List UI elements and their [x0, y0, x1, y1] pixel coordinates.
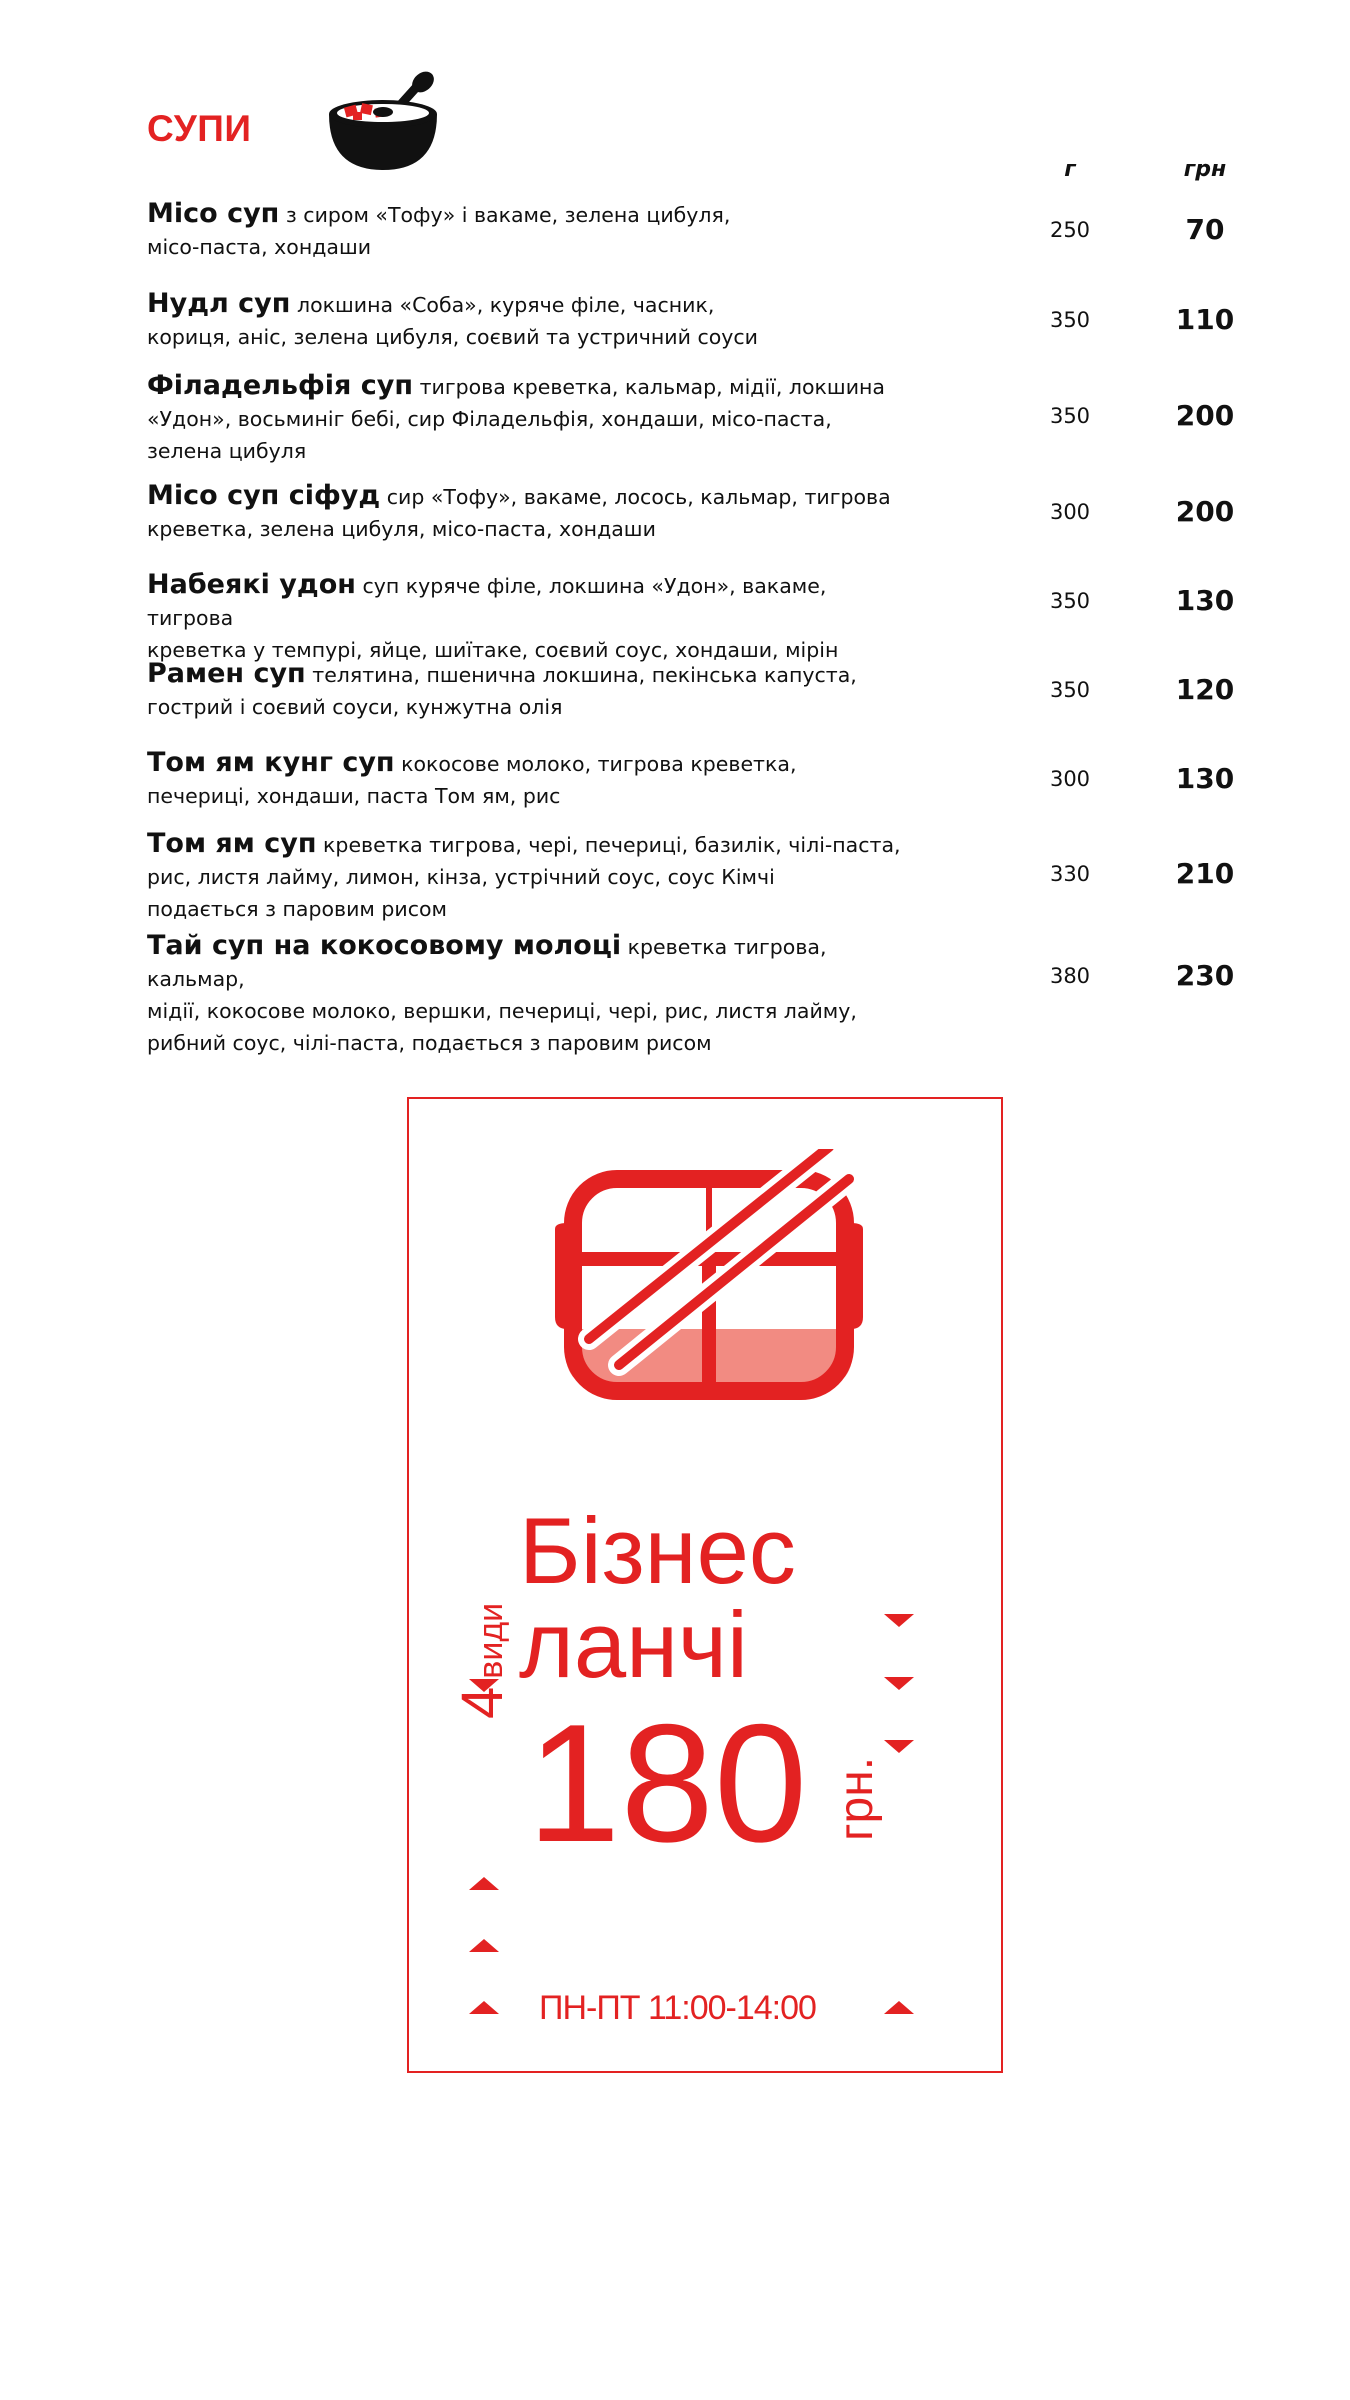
lunch-title-line1: Бізнес [519, 1498, 796, 1603]
item-description: з сиром «Тофу» і вакаме, зелена цибуля, [285, 203, 731, 227]
item-weight: 380 [1049, 964, 1091, 988]
item-description-cont: гострий і соєвий соуси, кунжутна олія [147, 695, 563, 719]
item-description: кокосове молоко, тигрова креветка, [401, 752, 797, 776]
item-description-cont: печериці, хондаши, паста Том ям, рис [147, 784, 561, 808]
item-weight: 300 [1049, 767, 1091, 791]
item-description-cont: «Удон», восьминіг бебі, сир Філадельфія, хондаши, місо-паста, зелена цибуля [147, 407, 832, 463]
item-weight: 350 [1049, 678, 1091, 702]
item-weight: 250 [1049, 218, 1091, 242]
menu-item [147, 370, 907, 467]
lunch-hours: ПН-ПТ 11:00-14:00 [539, 1989, 816, 2027]
item-weight: 330 [1049, 862, 1091, 886]
triangle-up-icon [469, 1939, 499, 1952]
item-price: 210 [1175, 857, 1235, 890]
triangle-down-icon [884, 1614, 914, 1627]
item-name: Рамен суп [147, 658, 306, 689]
item-description: сир «Тофу», вакаме, лосось, кальмар, тигрова [386, 485, 891, 509]
menu-item [147, 198, 907, 263]
item-name: Тай суп на кокосовому молоці [147, 930, 622, 961]
item-name: Набеякі удон [147, 569, 356, 600]
triangle-up-icon [884, 2001, 914, 2014]
menu-item [147, 747, 907, 812]
item-description: суп куряче філе, локшина «Удон», вакаме, тигрова [147, 574, 827, 630]
business-lunch-banner [407, 1097, 1003, 2073]
item-price: 230 [1175, 959, 1235, 992]
item-description-cont: рис, листя лайму, лимон, кінза, устрічний соус, соус Кімчі подається з паровим рисом [147, 865, 775, 921]
item-weight: 350 [1049, 589, 1091, 613]
weight-column-header: г [1064, 157, 1076, 182]
triangle-up-icon [469, 1877, 499, 1890]
item-description-cont: мідії, кокосове молоко, вершки, печериці, чері, рис, листя лайму, рибний соус, чілі-паста, подається з паровим рисом [147, 999, 857, 1055]
lunch-title [519, 1498, 796, 1697]
item-price: 120 [1175, 673, 1235, 706]
item-name: Філадельфія суп [147, 370, 414, 401]
item-name: Місо суп сіфуд [147, 480, 381, 511]
item-name: Том ям суп [147, 828, 317, 859]
triangle-down-icon [469, 1679, 499, 1692]
item-description: тигрова креветка, кальмар, мідії, локшина [419, 375, 885, 399]
lunch-price: 180 [527, 1689, 808, 1877]
item-description: креветка тигрова, чері, печериці, базилік, чілі-паста, [323, 833, 901, 857]
menu-item [147, 480, 907, 545]
menu-item [147, 569, 907, 666]
item-description-cont: креветка, зелена цибуля, місо-паста, хондаши [147, 517, 656, 541]
triangle-down-icon [884, 1740, 914, 1753]
menu-item [147, 930, 907, 1059]
menu-item [147, 828, 907, 925]
item-description-cont: місо-паста, хондаши [147, 235, 372, 259]
lunch-title-line2: ланчі [519, 1592, 748, 1697]
item-description: локшина «Соба», куряче філе, часник, [296, 293, 715, 317]
item-price: 70 [1185, 213, 1225, 246]
item-price: 110 [1175, 303, 1235, 336]
item-name: Том ям кунг суп [147, 747, 395, 778]
triangle-down-icon [884, 1677, 914, 1690]
price-column-header: грн [1183, 157, 1227, 182]
soup-bowl-icon [323, 70, 443, 174]
lunch-count-number: 4 [450, 1686, 515, 1719]
item-name: Нудл суп [147, 288, 291, 319]
item-price: 200 [1175, 495, 1235, 528]
item-weight: 350 [1049, 308, 1091, 332]
triangle-up-icon [469, 2001, 499, 2014]
section-title: СУПИ [147, 108, 252, 149]
lunch-count-word: види [472, 1602, 510, 1679]
item-price: 130 [1175, 584, 1235, 617]
item-description: креветка тигрова, кальмар, [147, 935, 827, 991]
menu-item [147, 288, 907, 353]
item-description-cont: кориця, аніс, зелена цибуля, соєвий та устричний соуси [147, 325, 758, 349]
item-description: телятина, пшенична локшина, пекінська капуста, [312, 663, 857, 687]
item-price: 200 [1175, 399, 1235, 432]
item-description-cont: креветка у темпурі, яйце, шиїтаке, соєвий соус, хондаши, мірін [147, 638, 839, 662]
item-price: 130 [1175, 762, 1235, 795]
lunch-currency: грн. [830, 1756, 883, 1841]
item-weight: 300 [1049, 500, 1091, 524]
menu-item [147, 658, 907, 723]
bento-box-chopsticks-icon [529, 1149, 889, 1449]
item-weight: 350 [1049, 404, 1091, 428]
item-name: Місо суп [147, 198, 280, 229]
